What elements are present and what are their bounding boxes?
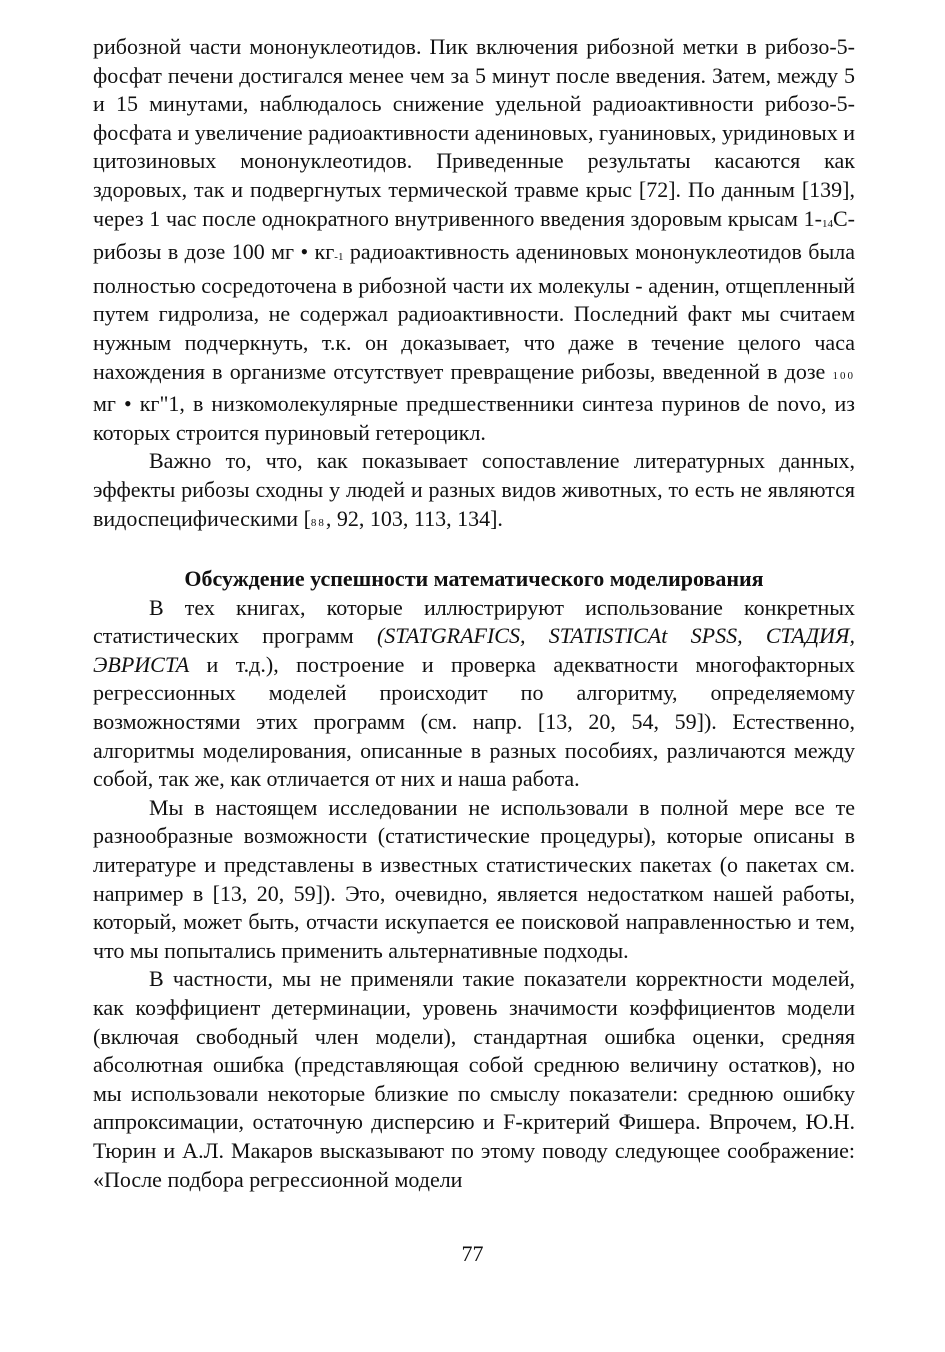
dose-small-text: 100	[832, 369, 855, 382]
isotope-subscript: 14	[822, 217, 833, 230]
section-heading: Обсуждение успешности математического моделирования	[184, 566, 764, 592]
text-run: , 92, 103, 113, 134].	[325, 505, 503, 531]
paragraph-species-effects	[93, 447, 855, 537]
text-run: и т.д.), построение и проверка адекватности многофакторных регрессионных моделей происходит по алгоритму, определяемому возможностями этих программ (см. напр. [13, 20, 54, 59]). Естественно, алгоритмы моделирования, описанные в разных пособиях, различаются между собой, так же, как отличается от них и наша работа.	[93, 651, 855, 792]
exponent-subscript: -1	[334, 251, 344, 264]
text-run: В тех книгах, которые иллюстрируют использование конкретных статистических программ	[93, 594, 855, 649]
text-run: радиоактивность адениновых мононуклеотидов была полностью сосредоточена в рибозной части их молекулы - аденин, отщепленный путем гидролиза, не содержал радиоактивности. Последний факт мы считаем нужным подчеркнуть, т.к. он доказывает, что даже в течение целого часа нахождения в организме отсутствует превращение рибозы, введенной в дозе	[93, 239, 855, 384]
paragraph-model-indicators: В частности, мы не применяли такие показатели корректности моделей, как коэффициент детерминации, уровень значимости коэффициентов модели (включая свободный член модели), стандартная ошибка оценки, средняя абсолютная ошибка (представляющая собой среднюю величину остатков), но мы использовали некоторые близкие по смыслу показатели: среднюю ошибку аппроксимации, остаточную дисперсию и F-критерий Фишера. Впрочем, Ю.Н. Тюрин и А.Л. Макаров высказывают по этому поводу следующее соображение: «После подбора регрессионной модели	[93, 966, 855, 1192]
text-run: Важно то, что, как показывает сопоставление литературных данных, эффекты рибозы сходны у людей и разных видов животных, то есть не являются видоспецифическими [	[93, 448, 855, 531]
paragraph-ribose-label	[93, 33, 855, 447]
paragraph-statistical-programs	[93, 594, 855, 794]
text-run: С-рибозы в дозе 100 мг • кг	[93, 205, 855, 265]
text-run: рибозной части мононуклеотидов. Пик включения рибозной метки в рибозо-5-фосфат печени достигался менее чем за 5 минут после введения. Затем, между 5 и 15 минутами, наблюдалось снижение удельной радиоактивности рибозо-5-фосфата и увеличение радиоактивности адениновых, гуаниновых, уридиновых и цитозиновых мононуклеотидов. Приведенные результаты касаются как здоровых, так и подвергнутых термической травме крыс [72]. По данным [139], через 1 час после однократного внутривенного введения здоровым крысам 1-	[93, 34, 855, 231]
page-number: 77	[461, 1241, 484, 1266]
page-body	[93, 33, 855, 1194]
text-run: мг • кг"1, в низкомолекулярные предшественники синтеза пуринов de novo, из которых строится пуриновый гетероцикл.	[93, 391, 855, 445]
program-names-italic: (STATGRAFICS, STATISTICAt SPSS, СТАДИЯ, ЭВРИСТА	[93, 623, 855, 677]
paragraph-limitations: Мы в настоящем исследовании не использовали в полной мере все те разнообразные возможности (статистические процедуры), которые описаны в литературе и представлены в известных статистических пакетах (о пакетах см. например в [13, 20, 59]). Это, очевидно, является недостатком нашей работы, который, может быть, отчасти искупается ее поисковой направленностью и тем, что мы попытались применить альтернативные подходы.	[93, 794, 855, 963]
reference-small-text: 88	[310, 516, 326, 529]
